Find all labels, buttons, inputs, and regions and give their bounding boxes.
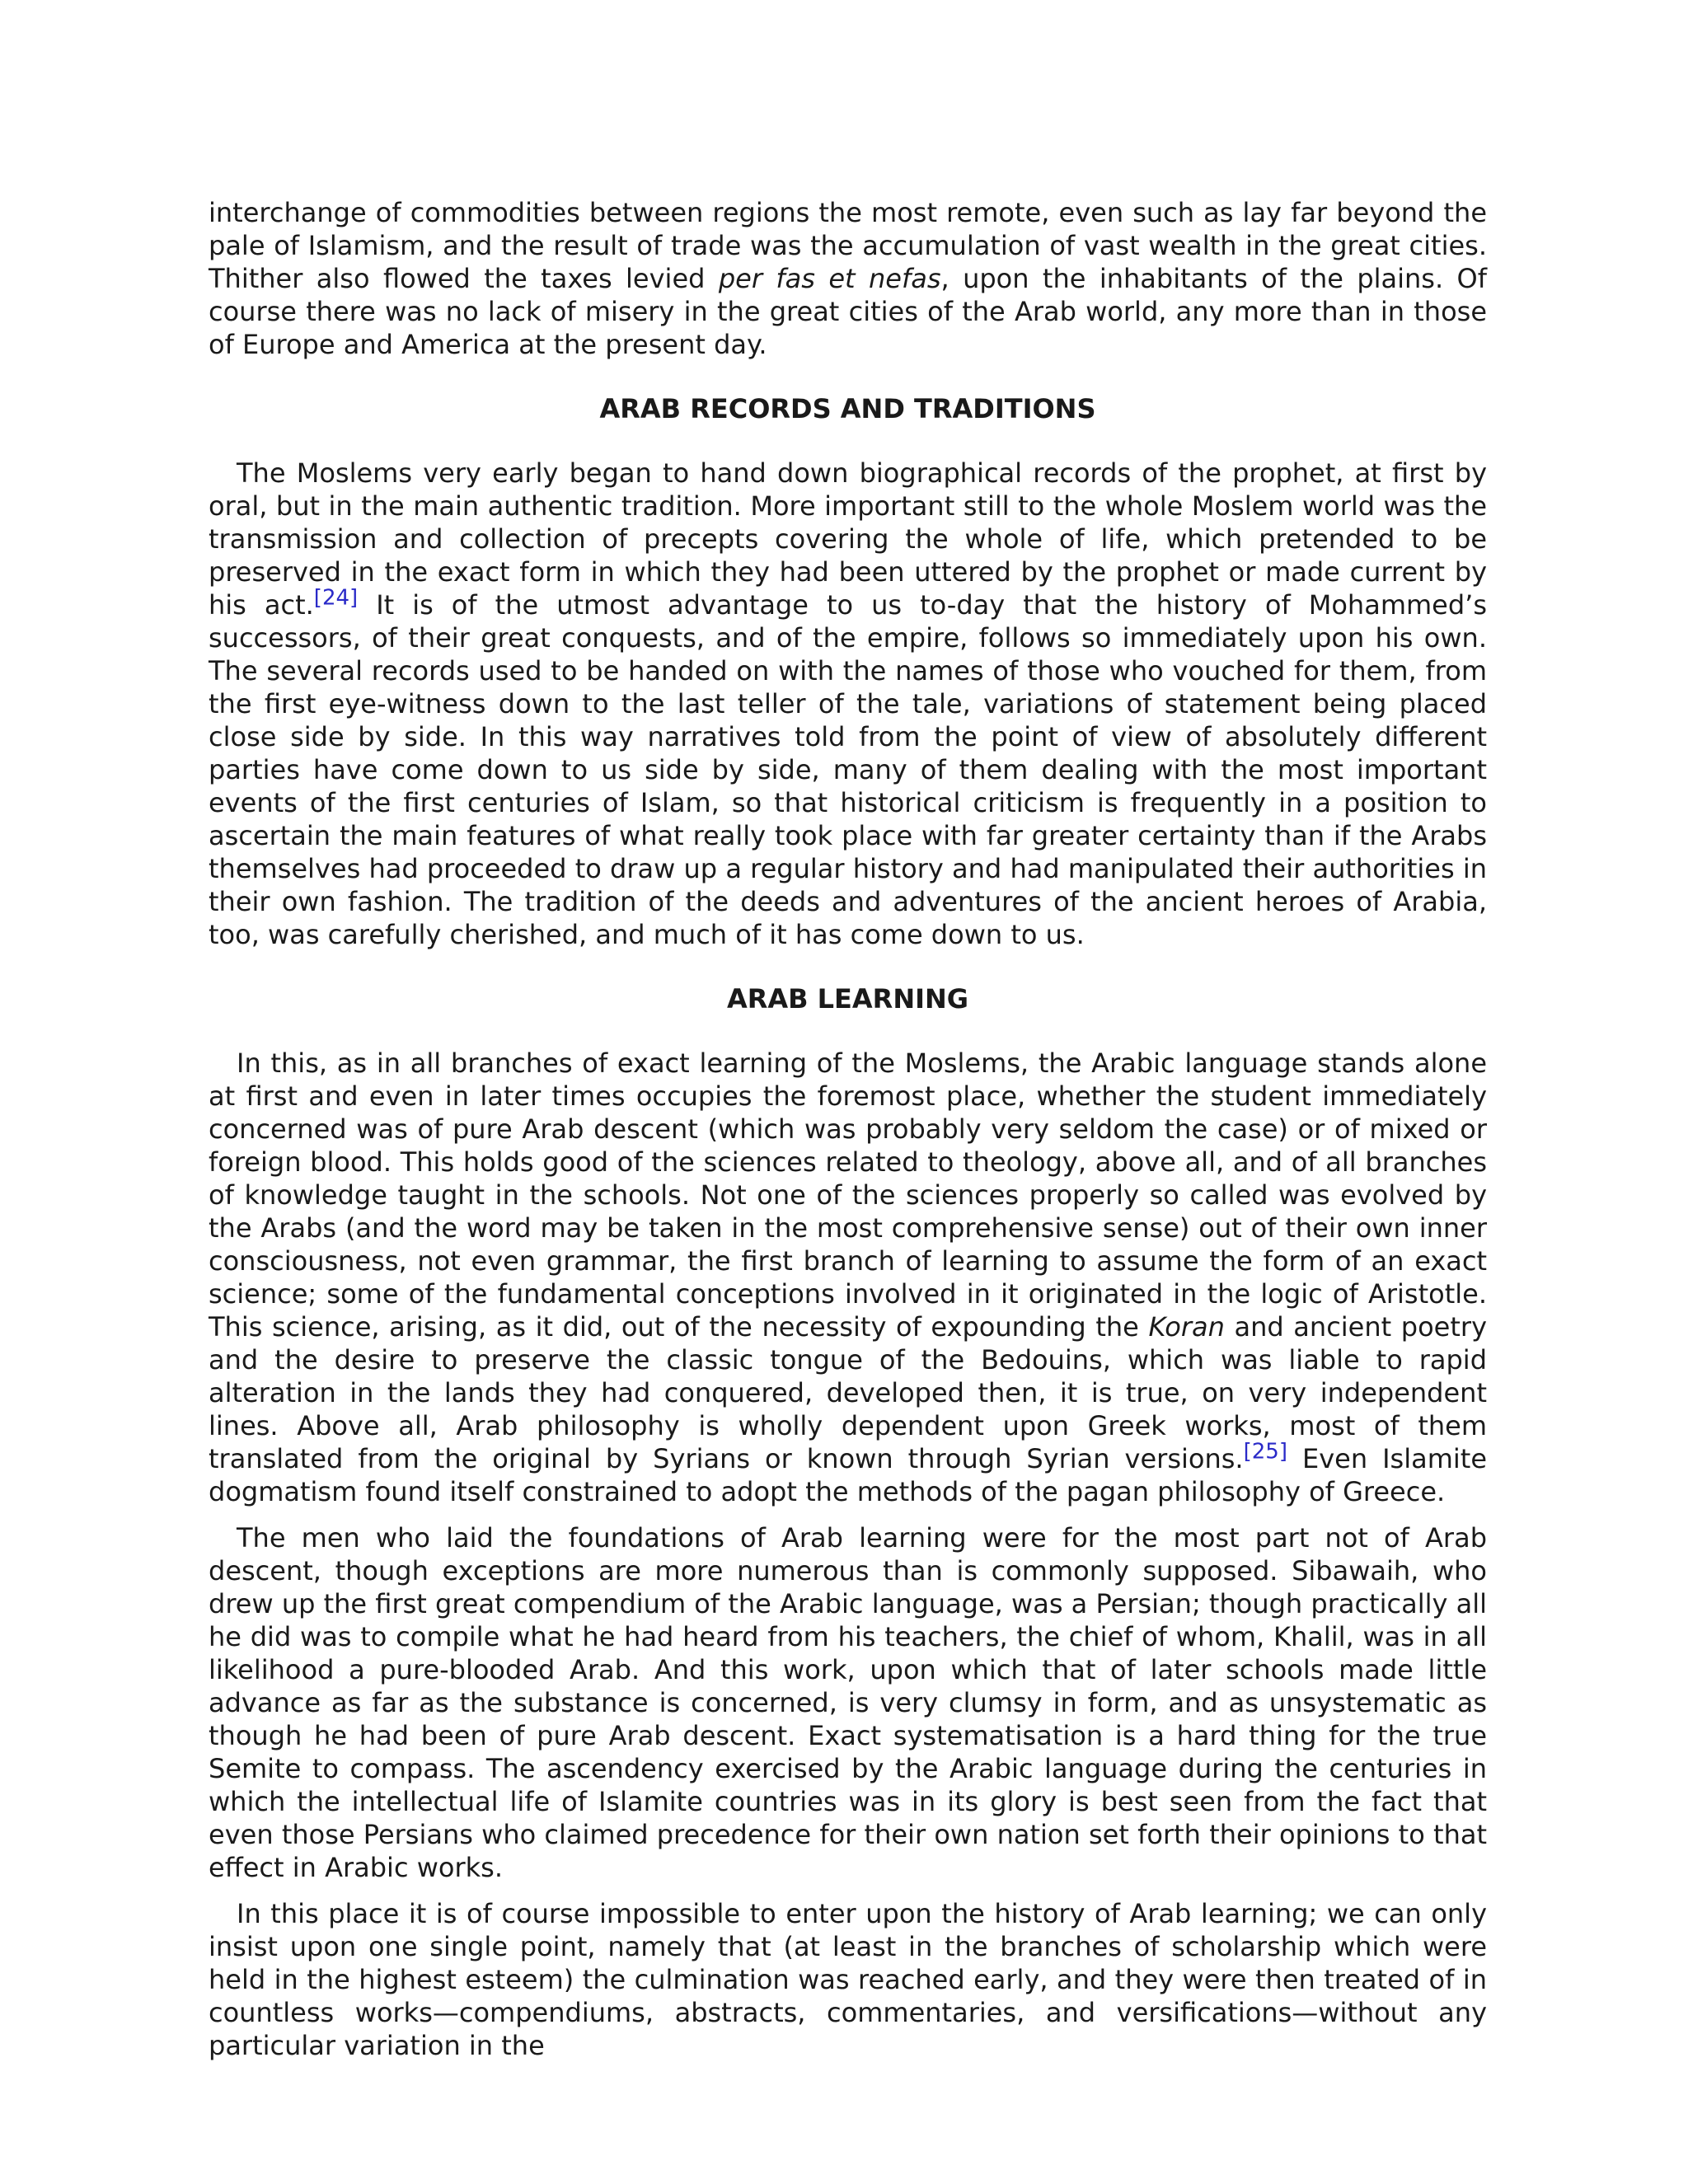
footnote-link-25[interactable]: [25] (1243, 1439, 1287, 1465)
paragraph-history: In this place it is of course impossible to enter upon the history of Arab learning; we can only insist upon one single point, namely that (at least in the branches of scholarship which were held in the highest esteem) the culmination was reached early, and they were then treated of in countless works—compendiums, abstracts, commentaries, and versifications—without any particular variation in the (209, 1898, 1487, 2061)
paragraph-trade (209, 196, 1487, 361)
paragraph-records (209, 457, 1487, 951)
latin-phrase: per fas et nefas (718, 263, 941, 294)
section-heading-learning: ARAB LEARNING (726, 983, 969, 1015)
paragraph-founders: The men who laid the foundations of Arab learning were for the most part not of Arab descent, though exceptions are more numerous than is commonly supposed. Sibawaih, who drew up the first great compendium of the Arabic language, was a Persian; though practically all he did was to compile what he had heard from his teachers, the chief of whom, Khalil, was in all likelihood a pure-blooded Arab. And this work, upon which that of later schools made little advance as far as the substance is concerned, is very clumsy in form, and as unsystematic as though he had been of pure Arab descent. Exact systematisation is a hard thing for the true Semite to compass. The ascendency exercised by the Arabic language during the centuries in which the intellectual life of Islamite countries was in its glory is best seen from the fact that even those Persians who claimed precedence for their own nation set forth their opinions to that effect in Arabic works. (209, 1522, 1487, 1883)
paragraph-text: and ancient poetry and the desire to preserve the classic tongue of the Bedouins, which was liable to rapid alteration in the lands they had conquered, developed then, it is true, on very independent lines. Above all, Arab philosophy is wholly dependent upon Greek works, most of them translated from the original by Syrians or known through Syrian versions. (209, 1311, 1488, 1474)
section-heading-records: ARAB RECORDS AND TRADITIONS (599, 393, 1096, 424)
paragraph-text: , upon the inhabitants of the plains. Of course there was no lack of misery in the great cities of the Arab world, any more than in those of Europe and America at the present day. (209, 263, 1488, 360)
paragraph-learning (209, 1047, 1487, 1508)
koran-title: Koran (1148, 1311, 1225, 1343)
paragraph-text: Even Islamite dogmatism found itself constrained to adopt the methods of the pagan philosophy of Greece. (209, 1443, 1488, 1507)
document-page (209, 196, 1487, 2062)
paragraph-text: interchange of commodities between regions the most remote, even such as lay far beyond the pale of Islamism, and the result of trade was the accumulation of vast wealth in the great cities. Thither also flowed the taxes levied (209, 197, 1487, 294)
paragraph-text: In this, as in all branches of exact learning of the Moslems, the Arabic language stands alone at first and even in later times occupies the foremost place, whether the student immediately concerned was of pure Arab descent (which was probably very seldom the case) or of mixed or foreign blood. This holds good of the sciences related to theology, above all, and of all branches of knowledge taught in the schools. Not one of the sciences properly so called was evolved by the Arabs (and the word may be taken in the most comprehensive sense) out of their own inner consciousness, not even grammar, the first branch of learning to assume the form of an exact science; some of the fundamental conceptions involved in it originated in the logic of Aristotle. This science, arising, as it did, out of the necessity of expounding the (209, 1047, 1487, 1343)
paragraph-text: It is of the utmost advantage to us to-day that the history of Mohammed’s successors, of their great conquests, and of the empire, follows so immediately upon his own. The several records used to be handed on with the names of those who vouched for them, from the first eye-witness down to the last teller of the tale, variations of statement being placed close side by side. In this way narratives told from the point of view of absolutely different parties have come down to us side by side, many of them dealing with the most important events of the first centuries of Islam, so that historical criticism is frequently in a position to ascertain the main features of what really took place with far greater certainty than if the Arabs themselves had proceeded to draw up a regular history and had manipulated their authorities in their own fashion. The tradition of the deeds and adventures of the ancient heroes of Arabia, too, was carefully cherished, and much of it has come down to us. (209, 589, 1488, 950)
footnote-link-24[interactable]: [24] (313, 585, 359, 611)
paragraph-text: The Moslems very early began to hand down biographical records of the prophet, at first by oral, but in the main authentic tradition. More important still to the whole Moslem world was the transmission and collection of precepts covering the whole of life, which pretended to be preserved in the exact form in which they had been uttered by the prophet or made current by his act. (209, 457, 1487, 621)
